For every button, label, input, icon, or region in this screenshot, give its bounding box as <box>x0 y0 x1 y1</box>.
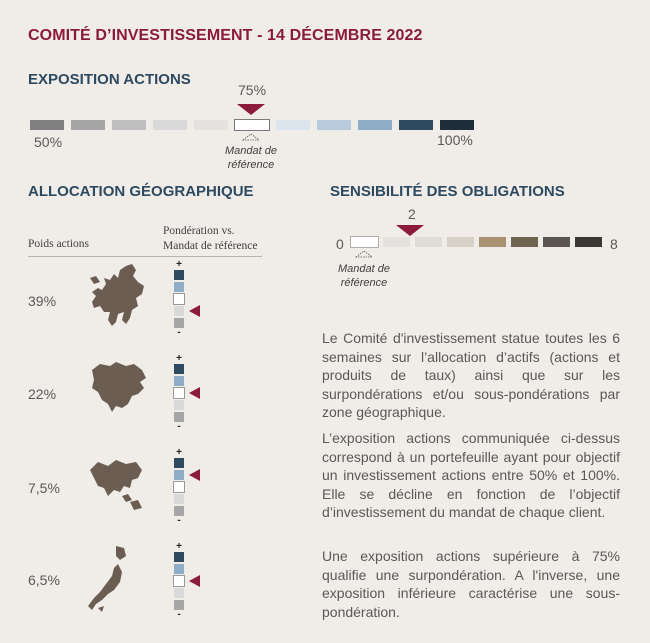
bond-max-label: 8 <box>610 236 618 252</box>
weighting-position-marker <box>189 305 200 317</box>
bond-current-label: 2 <box>408 206 416 222</box>
weighting-level <box>174 306 184 316</box>
europe-map-icon <box>86 262 146 332</box>
equity-scale-segment <box>276 120 310 130</box>
bond-reference-label: Mandat de référence <box>338 263 390 289</box>
region-weight: 22% <box>28 386 57 402</box>
equity-scale-segment <box>153 120 187 130</box>
weighting-level <box>174 376 184 386</box>
reference-marker-icon <box>354 250 374 258</box>
weighting-level <box>174 576 184 586</box>
reference-marker-icon <box>241 133 261 141</box>
bond-current-marker-icon <box>396 225 424 237</box>
committee-paragraph: Le Comité d'investissement statue toutes les 6 semaines sur l’allocation d’actifs (actions et produits de taux) ainsi que sur les surpondérations et/ou sous-pondérations par zone géographique. <box>322 330 620 420</box>
equity-scale-segment <box>235 120 269 130</box>
bond-min-label: 0 <box>336 236 344 252</box>
region-row-asia: 7,5% + - <box>0 446 290 526</box>
japan-map-icon <box>86 544 132 614</box>
exposure-paragraph: L’exposition actions communiquée ci-dessus correspond à un portefeuille ayant pour objectif un investissement actions entre 50% et 100%. Elle se décline en fonction de l’objectif d’investissement du mandat de chaque client. <box>322 430 620 520</box>
weighting-level <box>174 458 184 468</box>
weighting-level <box>174 494 184 504</box>
weighting-level <box>174 294 184 304</box>
equity-scale-segment <box>399 120 433 130</box>
weights-column-header: Poids actions <box>28 238 90 250</box>
equity-current-label: 75% <box>238 82 267 98</box>
equity-max-label: 100% <box>437 132 473 148</box>
equity-scale-segment <box>112 120 146 130</box>
region-weight: 39% <box>28 293 57 309</box>
header-divider <box>28 256 262 257</box>
equity-scale-segment <box>30 120 64 130</box>
bond-scale-segment <box>351 237 378 247</box>
equity-current-marker-icon <box>237 104 265 116</box>
weighting-level <box>174 470 184 480</box>
weighting-position-marker <box>189 575 200 587</box>
weighting-level <box>174 588 184 598</box>
weighting-level <box>174 564 184 574</box>
bond-scale-segment <box>415 237 442 247</box>
equity-scale-segment <box>194 120 228 130</box>
equity-min-label: 50% <box>34 134 63 150</box>
weighting-level <box>174 552 184 562</box>
bond-sensitivity-scale <box>351 237 605 249</box>
equity-scale-segment <box>317 120 351 130</box>
bond-sensitivity-title: SENSIBILITÉ DES OBLIGATIONS <box>330 183 565 200</box>
bond-scale-segment <box>511 237 538 247</box>
weighting-position-marker <box>189 387 200 399</box>
bond-scale-segment <box>383 237 410 247</box>
weighting-column-header: Pondération vs. Mandat de référence <box>163 225 258 252</box>
region-row-japan: 6,5% + - <box>0 540 290 620</box>
weighting-level <box>174 388 184 398</box>
overweight-paragraph: Une exposition actions supérieure à 75% qualifie une surpondération. A l'inverse, une exposition inférieure caractérise une sous-pondération. <box>322 548 620 620</box>
region-row-north-america: 22% + - <box>0 352 290 432</box>
weighting-level <box>174 270 184 280</box>
equity-exposure-title: EXPOSITION ACTIONS <box>28 71 191 88</box>
weighting-level <box>174 282 184 292</box>
geo-allocation-title: ALLOCATION GÉOGRAPHIQUE <box>28 183 254 200</box>
north-america-map-icon <box>86 360 150 414</box>
region-weight: 6,5% <box>28 572 60 588</box>
region-weight: 7,5% <box>28 480 60 496</box>
weighting-level <box>174 364 184 374</box>
bond-scale-segment <box>575 237 602 247</box>
equity-scale-segment <box>358 120 392 130</box>
weighting-level <box>174 482 184 492</box>
bond-scale-segment <box>479 237 506 247</box>
equity-scale-segment <box>71 120 105 130</box>
weighting-level <box>174 400 184 410</box>
equity-exposure-scale <box>30 120 474 132</box>
region-row-europe: 39% + - <box>0 258 290 338</box>
page-title: COMITÉ D’INVESTISSEMENT - 14 DÉCEMBRE 2022 <box>28 27 423 44</box>
bond-scale-segment <box>447 237 474 247</box>
equity-reference-label: Mandat de référence <box>225 145 277 171</box>
bond-scale-segment <box>543 237 570 247</box>
equity-scale-segment <box>440 120 474 130</box>
weighting-position-marker <box>189 469 200 481</box>
asia-map-icon <box>86 456 146 514</box>
